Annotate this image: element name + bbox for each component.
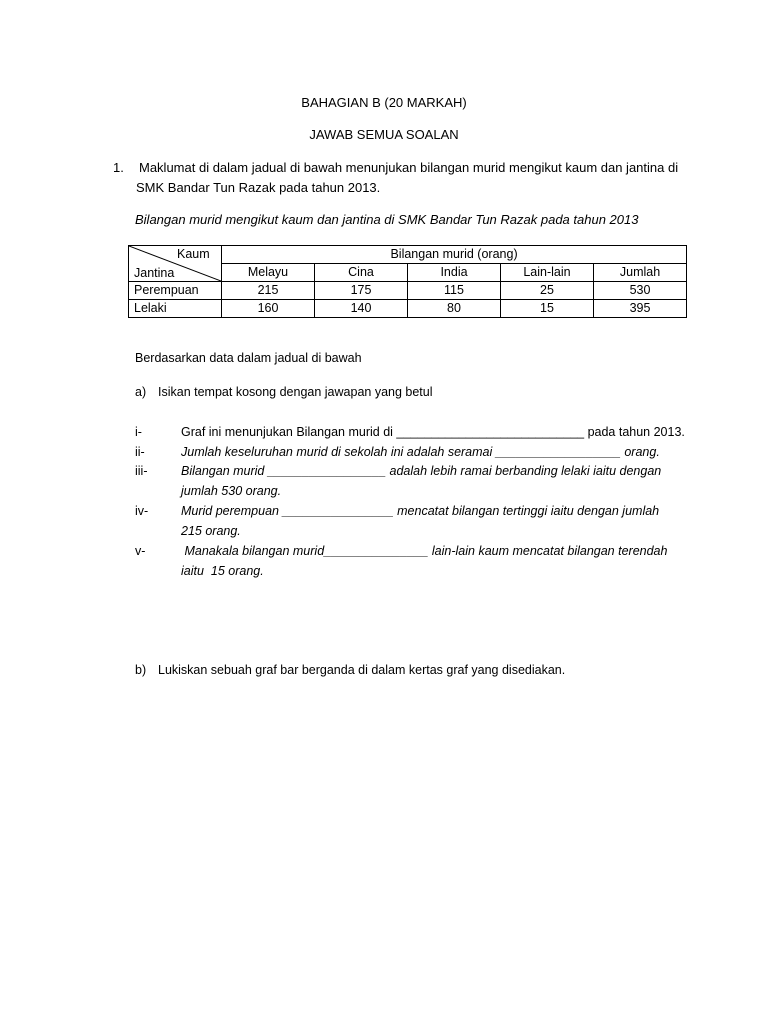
corner-label-kaum: Kaum — [177, 247, 210, 261]
part-b-text: Lukiskan sebuah graf bar berganda di dalam kertas graf yang disediakan. — [158, 663, 566, 677]
column-header: Jumlah — [594, 264, 687, 282]
question-text-line1: Maklumat di dalam jadual di bawah menunjukan bilangan murid mengikut kaum dan jantina di — [139, 160, 679, 175]
item-iv-line1: Murid perempuan ________________ mencatat bilangan tertinggi iaitu dengan jumlah — [181, 504, 660, 518]
item-number: iii- — [135, 464, 148, 478]
table-row — [129, 300, 687, 318]
item-ii-line1: Jumlah keseluruhan murid di sekolah ini adalah seramai __________________ orang. — [181, 445, 660, 459]
column-header: Lain-lain — [501, 264, 594, 282]
item-number: i- — [135, 425, 142, 439]
item-number: ii- — [135, 445, 145, 459]
column-header: Cina — [315, 264, 408, 282]
item-text — [181, 445, 660, 459]
item-v-line1: Manakala bilangan murid_______________ lain-lain kaum mencatat bilangan terendah — [181, 544, 668, 558]
item-text — [181, 425, 685, 439]
table-row — [129, 282, 687, 300]
instruction-heading: JAWAB SEMUA SOALAN — [309, 127, 459, 142]
column-header: India — [408, 264, 501, 282]
table-caption: Bilangan murid mengikut kaum dan jantina di SMK Bandar Tun Razak pada tahun 2013 — [135, 212, 639, 227]
section-heading: BAHAGIAN B (20 MARKAH) — [301, 95, 467, 110]
intro-text: Berdasarkan data dalam jadual di bawah — [135, 351, 362, 365]
part-a-title: Isikan tempat kosong dengan jawapan yang betul — [158, 385, 433, 399]
item-i-line1: Graf ini menunjukan Bilangan murid di ___________________________ pada tahun 2013. — [181, 425, 685, 439]
item-iii-line1: Bilangan murid _________________ adalah lebih ramai berbanding lelaki iaitu dengan — [181, 464, 662, 478]
part-b-label: b) — [135, 663, 147, 677]
item-iii-line2: jumlah 530 orang. — [181, 484, 282, 498]
table-cell: 25 — [501, 282, 594, 300]
table-cell: 15 — [501, 300, 594, 318]
table-cell: 215 — [222, 282, 315, 300]
question-number: 1. — [113, 160, 124, 175]
table-cell: 80 — [408, 300, 501, 318]
data-table — [128, 245, 687, 318]
table-cell: 160 — [222, 300, 315, 318]
question-text-line2: SMK Bandar Tun Razak pada tahun 2013. — [136, 180, 381, 195]
row-label: Lelaki — [129, 300, 222, 318]
table-cell: 140 — [315, 300, 408, 318]
item-v-line2: iaitu 15 orang. — [181, 564, 264, 578]
row-label: Perempuan — [129, 282, 222, 300]
group-header: Bilangan murid (orang) — [222, 246, 687, 264]
item-number: v- — [135, 544, 146, 558]
table-cell: 175 — [315, 282, 408, 300]
item-iv-line2: 215 orang. — [181, 524, 241, 538]
table-corner-cell — [129, 246, 222, 282]
item-number: iv- — [135, 504, 149, 518]
table-cell: 395 — [594, 300, 687, 318]
table-cell: 530 — [594, 282, 687, 300]
corner-label-jantina: Jantina — [134, 266, 175, 280]
table-cell: 115 — [408, 282, 501, 300]
column-header: Melayu — [222, 264, 315, 282]
part-a-label: a) — [135, 385, 147, 399]
